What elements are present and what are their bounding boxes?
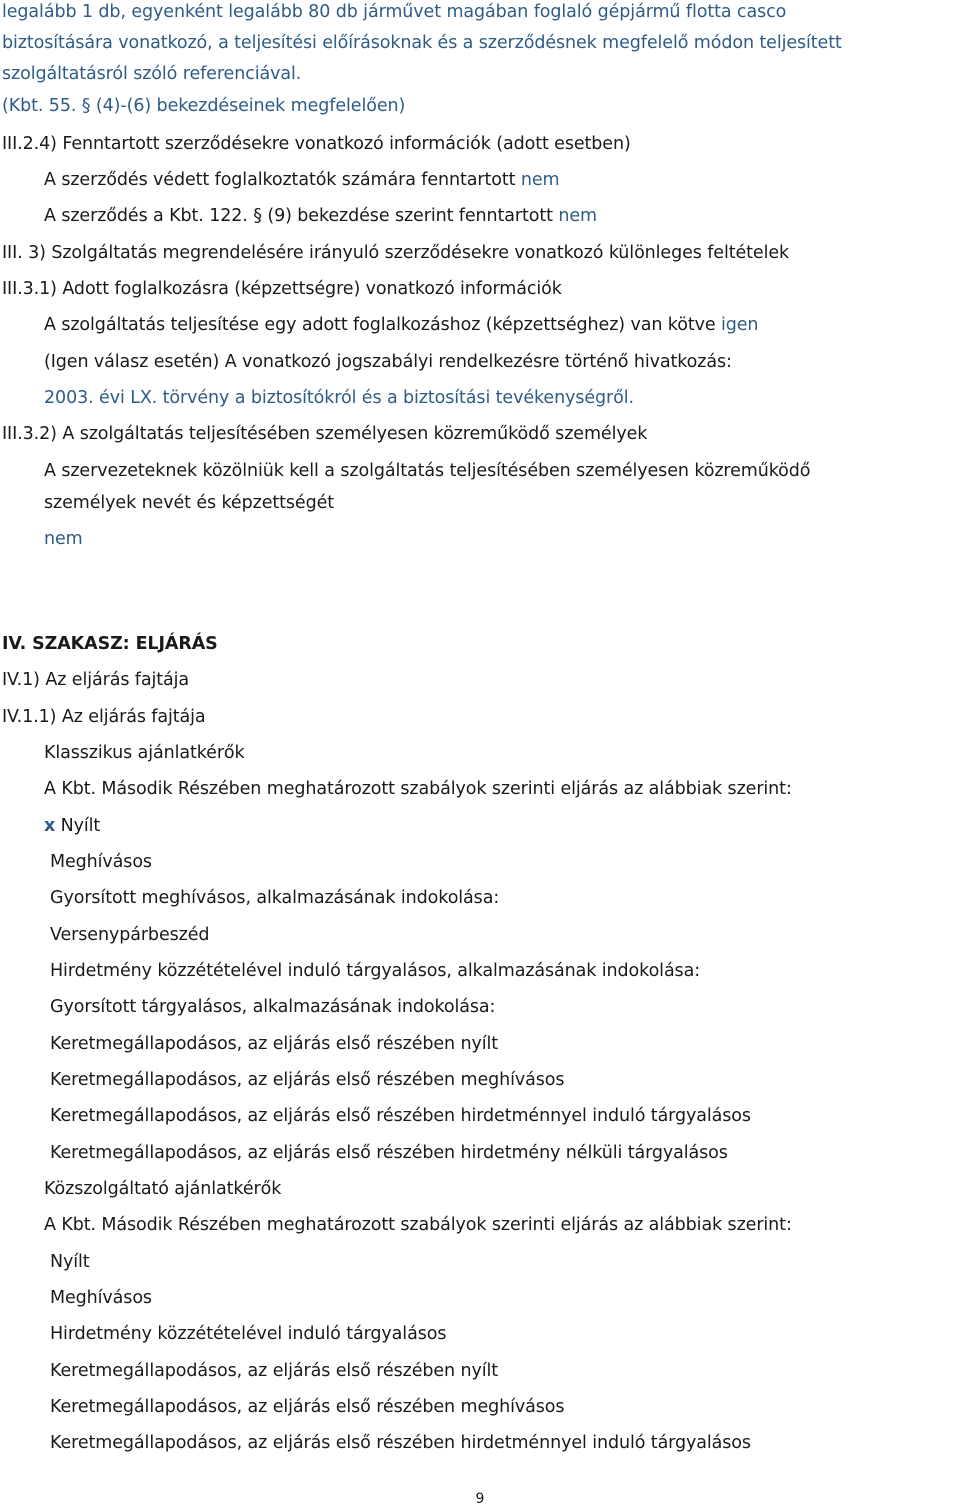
text-span: A Kbt. Második Részében meghatározott szabályok szerinti eljárás az alábbiak szerint:	[44, 779, 792, 799]
text-span: IV.1) Az eljárás fajtája	[2, 670, 190, 690]
line-6	[44, 168, 559, 192]
text-span: Hirdetmény közzétételével induló tárgyalásos	[50, 1324, 447, 1344]
option-line-27	[50, 995, 495, 1019]
text-span: Keretmegállapodásos, az eljárás első részében nyílt	[50, 1361, 499, 1381]
value-span: nem	[558, 206, 597, 226]
text-span: A szolgáltatás teljesítése egy adott foglalkozáshoz (képzettséghez) van kötve	[44, 315, 721, 335]
option-line-28	[50, 1032, 498, 1056]
option-line-39	[50, 1431, 751, 1455]
text-span: Közszolgáltató ajánlatkérők	[44, 1179, 282, 1199]
option-line-23	[50, 850, 152, 874]
text-span: Keretmegállapodásos, az eljárás első részében hirdetmény nélküli tárgyalásos	[50, 1143, 728, 1163]
option-line-34	[50, 1250, 90, 1274]
text-span: III.3.1) Adott foglalkozásra (képzettségre) vonatkozó információk	[2, 279, 562, 299]
option-line-35	[50, 1286, 152, 1310]
section-heading-iii-3-2	[2, 422, 647, 446]
line-21	[44, 777, 792, 801]
text-span: személyek nevét és képzettségét	[44, 493, 334, 513]
option-line-24	[50, 886, 499, 910]
value-span: igen	[720, 315, 759, 335]
text-span: A szervezeteknek közölniük kell a szolgáltatás teljesítésében személyesen közreműködő	[44, 461, 811, 481]
option-line-29	[50, 1068, 564, 1092]
text-span: Gyorsított tárgyalásos, alkalmazásának indokolása:	[50, 997, 496, 1017]
option-line-36	[50, 1322, 446, 1346]
line-15	[44, 491, 334, 515]
text-span: szolgáltatásról szóló referenciával.	[2, 64, 302, 84]
text-span: Meghívásos	[50, 852, 152, 872]
text-span: Hirdetmény közzétételével induló tárgyalásos, alkalmazásának indokolása:	[50, 961, 700, 981]
line-3	[2, 62, 301, 86]
text-span: IV. SZAKASZ: ELJÁRÁS	[2, 634, 218, 654]
section-title-iv	[2, 632, 218, 656]
section-heading-iii-3-1	[2, 277, 562, 301]
text-span: III.2.4) Fenntartott szerződésekre vonatkozó információk (adott esetben)	[2, 134, 631, 154]
line-10	[44, 313, 758, 337]
line-32	[44, 1177, 281, 1201]
text-span: (Kbt. 55. § (4)-(6) bekezdéseinek megfelelően)	[2, 96, 406, 116]
option-line-38	[50, 1395, 564, 1419]
line-20	[44, 741, 245, 765]
selected-mark: x	[44, 816, 56, 836]
page-number: 9	[475, 1491, 485, 1507]
text-span: Nyílt	[55, 816, 101, 836]
text-span: A Kbt. Második Részében meghatározott szabályok szerinti eljárás az alábbiak szerint:	[44, 1215, 792, 1235]
text-span: A szerződés a Kbt. 122. § (9) bekezdése szerint fenntartott	[44, 206, 559, 226]
line-2	[2, 31, 842, 55]
text-span: (Igen válasz esetén) A vonatkozó jogszabályi rendelkezésre történő hivatkozás:	[44, 352, 732, 372]
text-span: Nyílt	[50, 1252, 90, 1272]
value-span: 2003. évi LX. törvény a biztosítókról és a biztosítási tevékenységről.	[44, 388, 634, 408]
value-span: nem	[44, 529, 83, 549]
text-span: IV.1.1) Az eljárás fajtája	[2, 707, 206, 727]
option-line-26	[50, 959, 700, 983]
line-7	[44, 204, 597, 228]
section-heading-iv-1	[2, 668, 189, 692]
text-span: Keretmegállapodásos, az eljárás első részében hirdetménnyel induló tárgyalásos	[50, 1433, 751, 1453]
text-span: Keretmegállapodásos, az eljárás első részében hirdetménnyel induló tárgyalásos	[50, 1106, 751, 1126]
option-nyilt-selected	[44, 814, 100, 838]
option-line-25	[50, 923, 209, 947]
line-11	[44, 350, 732, 374]
text-span: legalább 1 db, egyenként legalább 80 db járművet magában foglaló gépjármű flotta casco	[2, 2, 787, 22]
text-span: biztosítására vonatkozó, a teljesítési előírásoknak és a szerződésnek megfelelő módon teljesített	[2, 33, 842, 53]
line-33	[44, 1213, 792, 1237]
section-heading-iii-3	[2, 241, 789, 265]
section-heading-iv-1-1	[2, 705, 206, 729]
text-span: Klasszikus ajánlatkérők	[44, 743, 245, 763]
text-span: Meghívásos	[50, 1288, 152, 1308]
line-16	[44, 527, 83, 551]
text-span: Gyorsított meghívásos, alkalmazásának indokolása:	[50, 888, 500, 908]
line-1	[2, 0, 786, 24]
text-span: Keretmegállapodásos, az eljárás első részében nyílt	[50, 1034, 499, 1054]
option-line-30	[50, 1104, 751, 1128]
option-line-31	[50, 1141, 728, 1165]
value-span: nem	[520, 170, 560, 190]
text-span: Keretmegállapodásos, az eljárás első részében meghívásos	[50, 1397, 565, 1417]
line-12	[44, 386, 634, 410]
text-span: Keretmegállapodásos, az eljárás első részében meghívásos	[50, 1070, 565, 1090]
text-span: III.3.2) A szolgáltatás teljesítésében személyesen közreműködő személyek	[2, 424, 648, 444]
text-span: III. 3) Szolgáltatás megrendelésére irányuló szerződésekre vonatkozó különleges feltételek	[2, 243, 790, 263]
line-14	[44, 459, 810, 483]
section-heading-iii-2-4	[2, 132, 631, 156]
option-line-37	[50, 1359, 498, 1383]
line-4	[2, 94, 405, 118]
text-span: A szerződés védett foglalkoztatók számára fenntartott	[44, 170, 521, 190]
text-span: Versenypárbeszéd	[50, 925, 210, 945]
